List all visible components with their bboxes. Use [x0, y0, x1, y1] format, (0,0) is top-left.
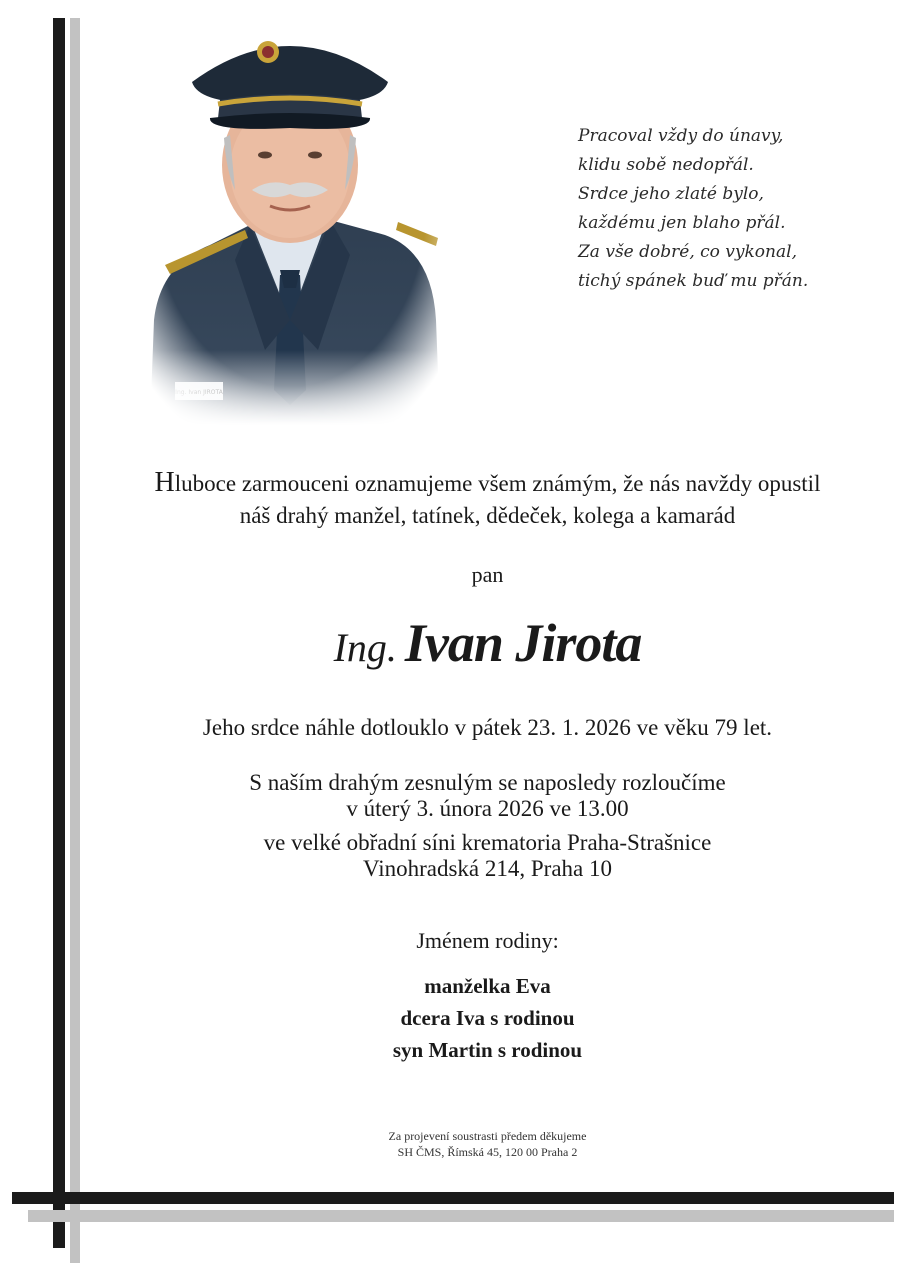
footer: [90, 1128, 885, 1160]
farewell-line-4: Vinohradská 214, Praha 10: [362, 856, 612, 881]
border-vertical-gray: [70, 18, 80, 1263]
border-horizontal-gray: [28, 1210, 894, 1222]
poem-line: klidu sobě nedopřál.: [578, 155, 754, 175]
poem-line: tichý spánek buď mu přán.: [578, 271, 809, 291]
deceased-fullname: Ivan Jirota: [404, 613, 642, 673]
poem-line: každému jen blaho přál.: [578, 213, 786, 233]
deceased-name: [90, 608, 885, 683]
family-member: dcera Iva s rodinou: [400, 1006, 575, 1030]
on-behalf-heading: Jménem rodiny:: [416, 928, 559, 953]
border-vertical-black: [53, 18, 65, 1248]
salutation: pan: [471, 562, 504, 587]
poem-line: Za vše dobré, co vykonal,: [578, 242, 797, 262]
deceased-title: Ing.: [333, 625, 397, 670]
portrait-photo: [140, 20, 440, 425]
death-notice: Jeho srdce náhle dotlouklo v pátek 23. 1. 2026 ve věku 79 let.: [202, 715, 773, 740]
farewell-info: [90, 770, 885, 882]
family-member: manželka Eva: [424, 974, 551, 998]
poem-line: Srdce jeho zlaté bylo,: [578, 184, 764, 204]
family-list: [90, 970, 885, 1066]
announcement-initial: H: [154, 467, 175, 498]
announcement-line-1: luboce zarmouceni oznamujeme všem známým, že nás navždy opustil: [174, 471, 821, 496]
footer-line-2: SH ČMS, Římská 45, 120 00 Praha 2: [397, 1145, 578, 1159]
farewell-line-2: v úterý 3. února 2026 ve 13.00: [346, 796, 629, 821]
poem: [578, 122, 878, 296]
announcement-line-2: náš drahý manžel, tatínek, dědeček, kolega a kamarád: [239, 503, 736, 528]
border-horizontal-black: [12, 1192, 894, 1204]
family-member: syn Martin s rodinou: [392, 1038, 583, 1062]
announcement: [90, 467, 885, 532]
farewell-line-1: S naším drahým zesnulým se naposledy rozloučíme: [249, 770, 726, 795]
farewell-line-3: ve velké obřadní síni krematoria Praha-Strašnice: [263, 830, 712, 855]
footer-line-1: Za projevení soustrasti předem děkujeme: [388, 1129, 587, 1143]
poem-line: Pracoval vždy do únavy,: [578, 126, 784, 146]
